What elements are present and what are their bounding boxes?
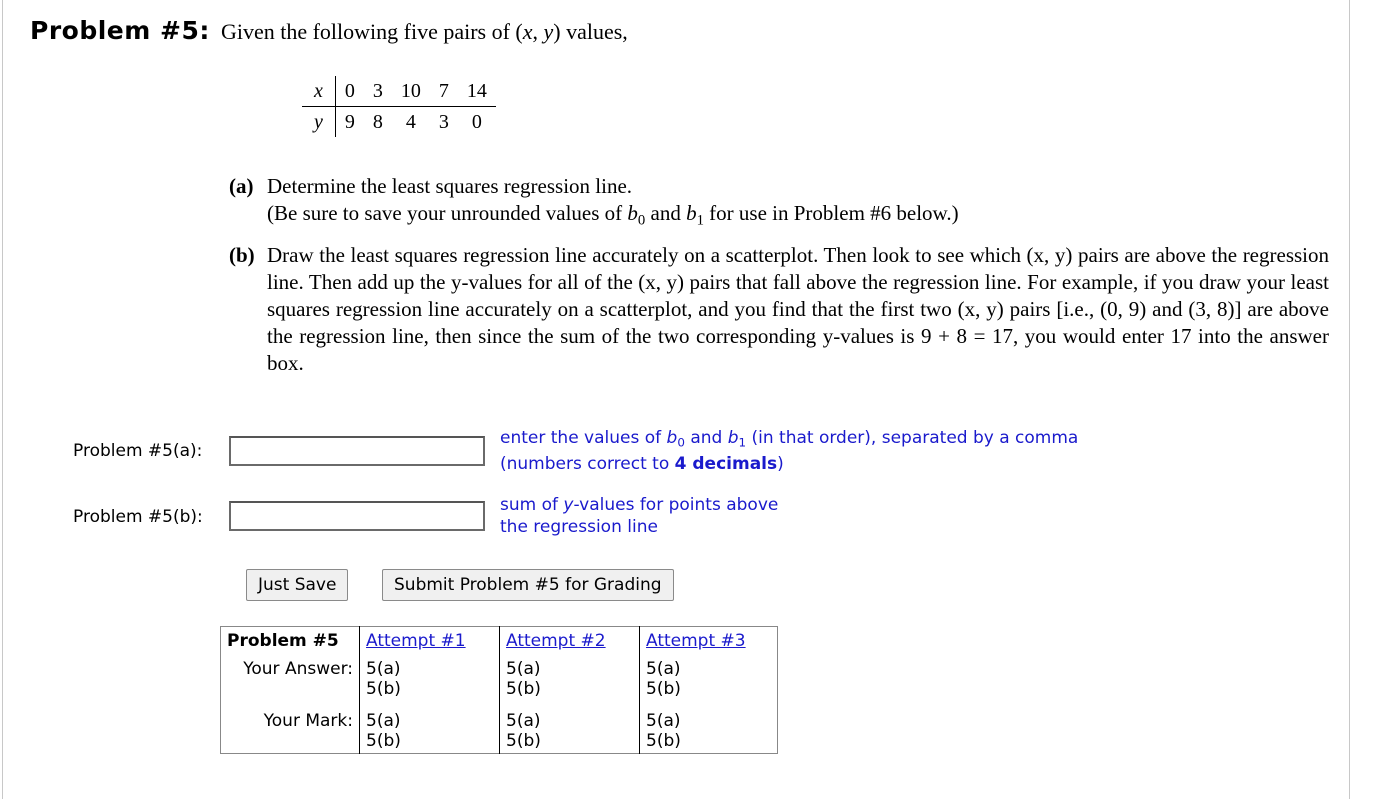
submit-button[interactable]: Submit Problem #5 for Grading (382, 569, 674, 601)
problem-heading (30, 16, 628, 45)
y-value: 3 (438, 110, 449, 133)
x-value: 7 (430, 76, 458, 107)
y-value: 4 (405, 110, 416, 133)
just-save-button[interactable]: Just Save (246, 569, 348, 601)
part-a-instructions (229, 173, 1329, 227)
answer-a-input[interactable] (229, 436, 485, 466)
x-label: x (302, 76, 335, 107)
part-a-line2: (Be sure to save your unrounded values of $b_0$ and $b_1$ for use in Problem #6 below.) (267, 201, 959, 229)
x-value: 14 (458, 76, 496, 107)
attempts-problem-header: Problem #5 (227, 631, 339, 651)
x-value: 10 (392, 76, 430, 107)
y-value: 0 (471, 110, 482, 133)
your-mark-row (221, 701, 778, 754)
your-answer-row (221, 657, 778, 701)
mark-cell: 5(a) 5(b) (500, 701, 640, 754)
part-b-text: Draw the least squares regression line accurately on a scatterplot. Then look to see which (x, y) pairs are above the regression line. Then add up the y-values for all of the (x, y) pairs that fall above the regression line. For example, if you draw your least squares regression line accurately on a scatterplot, and you find that the first two (x, y) pairs [i.e., (0, 9) and (3, 8)] are above the regression line, then since the sum of the two corresponding y-values is 9 + 8 = 17, you would enter 17 into the answer box. (267, 243, 1329, 375)
mark-cell: 5(a) 5(b) (360, 701, 500, 754)
answer-b-hint: sum of y-values for points above the regression line (500, 495, 779, 537)
part-a-label: (a) (229, 174, 254, 198)
answer-cell: 5(a) 5(b) (640, 657, 778, 701)
your-answer-label: Your Answer: (243, 659, 353, 679)
attempt-3-link[interactable]: Attempt #3 (646, 631, 746, 651)
answer-a-label: Problem #5(a): (73, 441, 203, 461)
part-a-line1: Determine the least squares regression line. (267, 174, 633, 198)
y-value: 9 (344, 110, 355, 133)
mark-cell: 5(a) 5(b) (640, 701, 778, 754)
x-value: 3 (364, 76, 392, 107)
problem-intro: Given the following five pairs of (x, y) values, (220, 19, 628, 44)
attempts-table (220, 626, 778, 754)
xy-data-table (302, 76, 496, 137)
attempts-header-row (221, 627, 778, 658)
x-value: 0 (335, 76, 364, 107)
attempt-2-link[interactable]: Attempt #2 (506, 631, 606, 651)
y-row (302, 107, 496, 138)
answer-b-label: Problem #5(b): (73, 507, 203, 527)
answer-cell: 5(a) 5(b) (500, 657, 640, 701)
y-label: y (302, 107, 335, 138)
answer-cell: 5(a) 5(b) (360, 657, 500, 701)
answer-a-hint: enter the values of $b_0$ and $b_1$ (in that order), separated by a comma (numbers correct to 4 decimals) (500, 428, 1079, 474)
part-b-instructions (229, 242, 1329, 377)
answer-b-input[interactable] (229, 501, 485, 531)
part-b-label: (b) (229, 243, 255, 267)
x-row (302, 76, 496, 107)
attempt-1-link[interactable]: Attempt #1 (366, 631, 466, 651)
y-value: 8 (372, 110, 383, 133)
your-mark-label: Your Mark: (263, 711, 353, 731)
problem-title: Problem #5: (30, 16, 210, 45)
